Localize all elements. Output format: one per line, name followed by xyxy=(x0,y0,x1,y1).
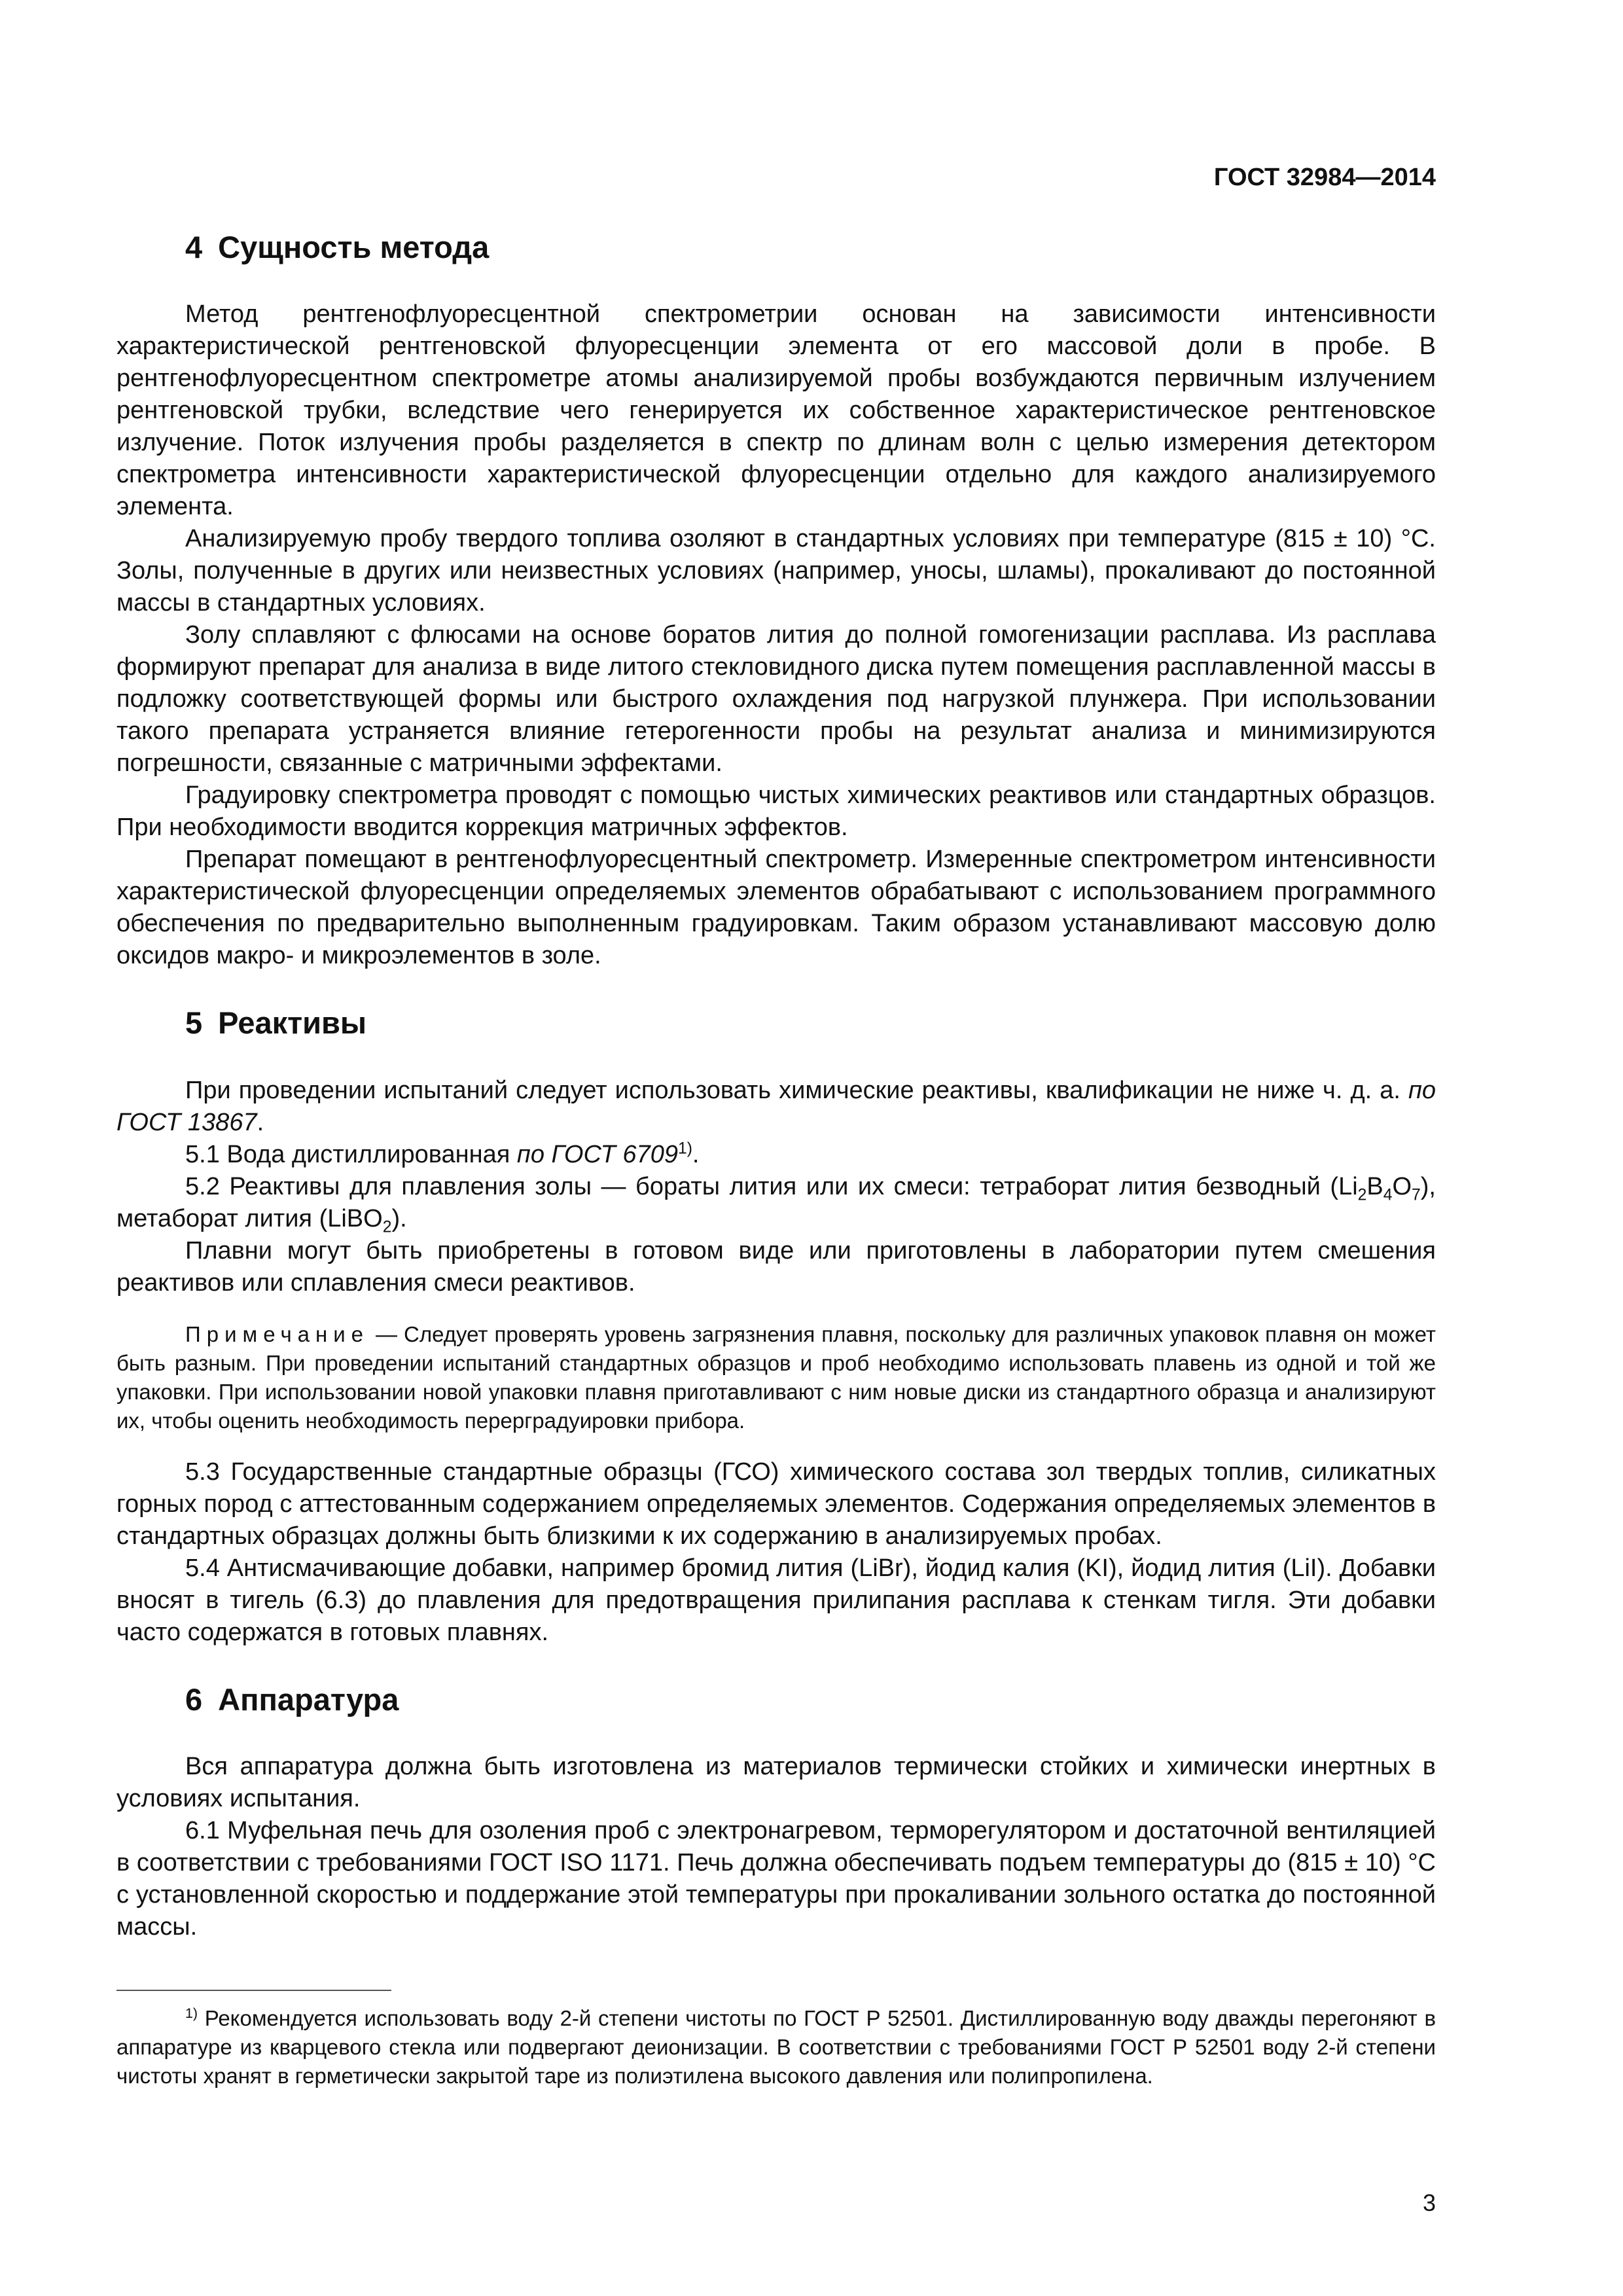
clause-5-3: 5.3 Государственные стандартные образцы (ГСО) химического состава зол твердых топлив, силикатных горных пород с аттестованным содержанием определяемых элементов. Содержания определяемых элементов в стандартных образцах должны быть близкими к их содержанию в анализируемых пробах. xyxy=(116,1458,1436,1550)
subscript: 4 xyxy=(1383,1186,1393,1204)
clause-5-4: 5.4 Антисмачивающие добавки, например бромид лития (LiBr), йодид калия (KI), йодид лития (LiI). Добавки вносят в тигель (6.3) до плавления для предотвращения прилипания расплава к стенкам тигля. Эти добавки часто содержатся в готовых плавнях. xyxy=(116,1554,1436,1646)
subscript: 7 xyxy=(1412,1186,1421,1204)
section-4 xyxy=(116,229,1436,972)
clause-5-1 xyxy=(116,1139,1436,1171)
footnote xyxy=(116,2004,1436,2090)
paragraph: Градуировку спектрометра проводят с помощью чистых химических реактивов или стандартных образцов. При необходимости вводится коррекция матричных эффектов. xyxy=(116,781,1436,842)
note-label: Примечание xyxy=(185,1321,370,1346)
standard-reference: по ГОСТ 13867 xyxy=(116,1076,1436,1136)
punctuation: ). xyxy=(391,1204,407,1232)
section-5 xyxy=(116,1005,1436,1648)
clause-5-2 xyxy=(116,1171,1436,1235)
paragraph: Плавни могут быть приобретены в готовом виде или приготовлены в лаборатории путем смешения реактивов или сплавления смеси реактивов. xyxy=(116,1236,1436,1297)
section-5-number: 5 xyxy=(185,1005,203,1041)
section-4-number: 4 xyxy=(185,230,203,264)
paragraph xyxy=(116,1075,1436,1139)
footnote-marker: 1) xyxy=(185,2005,198,2021)
clause-text: 5.2 Реактивы для плавления золы — бораты лития или их смеси: тетраборат лития безводный (Li xyxy=(185,1172,1358,1200)
clause-text: ), метаборат лития (LiBO xyxy=(116,1172,1436,1232)
clause-6-1: 6.1 Муфельная печь для озоления проб с электронагревом, терморегулятором и достаточной вентиляцией в соответствии с требованиями ГОСТ ISO 1171. Печь должна обеспечивать подъем температуры до (815 ± 10) °С с установленной скоростью и поддержание этой температуры при прокаливании зольного остатка до постоянной массы. xyxy=(116,1817,1436,1941)
paragraph: Метод рентгенофлуоресцентной спектрометрии основан на зависимости интенсивности характеристической рентгеновской флуоресценции элемента от его массовой доли в пробе. В рентгенофлуоресцентном спектрометре атомы анализируемой пробы возбуждаются первичным излучением рентгеновской трубки, вследствие чего генерируется их собственное характеристическое рентгеновское излучение. Поток излучения пробы разделяется в спектр по длинам волн с целью измерения детектором спектрометра интенсивности характеристической флуоресценции отдельно для каждого анализируемого элемента. xyxy=(116,300,1436,521)
subscript: 2 xyxy=(1357,1186,1367,1204)
footnote-divider xyxy=(116,1990,391,1991)
footnote-text: Рекомендуется использовать воду 2-й степени чистоты по ГОСТ Р 52501. Дистиллированную воду дважды перегоняют в аппаратуре из кварцевого стекла или подвергают деионизации. В соответствии с требованиями ГОСТ Р 52501 воду 2-й степени чистоты хранят в герметически закрытой таре из полиэтилена высокого давления или полипропилена. xyxy=(116,2006,1436,2088)
page-content xyxy=(116,229,1436,1976)
intro-text: При проведении испытаний следует использовать химические реактивы, квалификации не ниже ч. д. а. xyxy=(185,1076,1400,1104)
section-6-number: 6 xyxy=(185,1681,203,1717)
section-5-title: Реактивы xyxy=(218,1005,367,1041)
footnote-marker: 1) xyxy=(677,1139,692,1158)
page-number: 3 xyxy=(1422,2189,1436,2216)
paragraph: Анализируемую пробу твердого топлива озоляют в стандартных условиях при температуре (815 ± 10) °С. Золы, полученные в других или неизвестных условиях (например, уносы, шламы), прокаливают до постоянной массы в стандартных условиях. xyxy=(116,525,1436,617)
note-text: — Следует проверять уровень загрязнения плавня, поскольку для различных упаковок плавня он может быть разным. При проведении испытаний стандартных образцов и проб необходимо использовать плавень из одной и той же упаковки. При использовании новой упаковки плавня приготавливают с ним новые диски из стандартного образца и анализируют их, чтобы оценить необходимость перерградуировки прибора. xyxy=(116,1321,1436,1433)
formula-text: O xyxy=(1392,1172,1412,1200)
document-page xyxy=(116,0,1436,2296)
subscript: 2 xyxy=(382,1218,392,1236)
section-6-heading xyxy=(116,1681,1436,1718)
note-block xyxy=(116,1320,1436,1435)
section-4-title: Сущность метода xyxy=(218,230,490,264)
standard-code: ГОСТ 32984—2014 xyxy=(1213,164,1436,191)
section-6-title: Аппаратура xyxy=(218,1681,399,1717)
paragraph: Золу сплавляют с флюсами на основе боратов лития до полной гомогенизации расплава. Из расплава формируют препарат для анализа в виде литого стекловидного диска путем помещения расплавленной массы в подложку соответствующей формы или быстрого охлаждения под нагрузкой плунжера. При использовании такого препарата устраняется влияние гетерогенности пробы на результат анализа и минимизируются погрешности, связанные с матричными эффектами. xyxy=(116,621,1436,778)
section-5-heading xyxy=(116,1005,1436,1041)
clause-text: 5.1 Вода дистиллированная xyxy=(185,1140,510,1168)
paragraph: Препарат помещают в рентгенофлуоресцентный спектрометр. Измеренные спектрометром интенсивности характеристической флуоресценции определяемых элементов обрабатывают с использованием программного обеспечения по предварительно выполненным градуировкам. Таким образом устанавливают массовую долю оксидов макро- и микроэлементов в золе. xyxy=(116,846,1436,970)
standard-reference: по ГОСТ 6709 xyxy=(516,1140,678,1168)
section-6 xyxy=(116,1681,1436,1943)
section-4-heading xyxy=(116,229,1436,266)
punctuation: . xyxy=(257,1108,264,1136)
paragraph: Вся аппаратура должна быть изготовлена из материалов термически стойких и химически инертных в условиях испытания. xyxy=(116,1753,1436,1813)
formula-text: B xyxy=(1366,1172,1383,1200)
punctuation: . xyxy=(692,1140,700,1168)
